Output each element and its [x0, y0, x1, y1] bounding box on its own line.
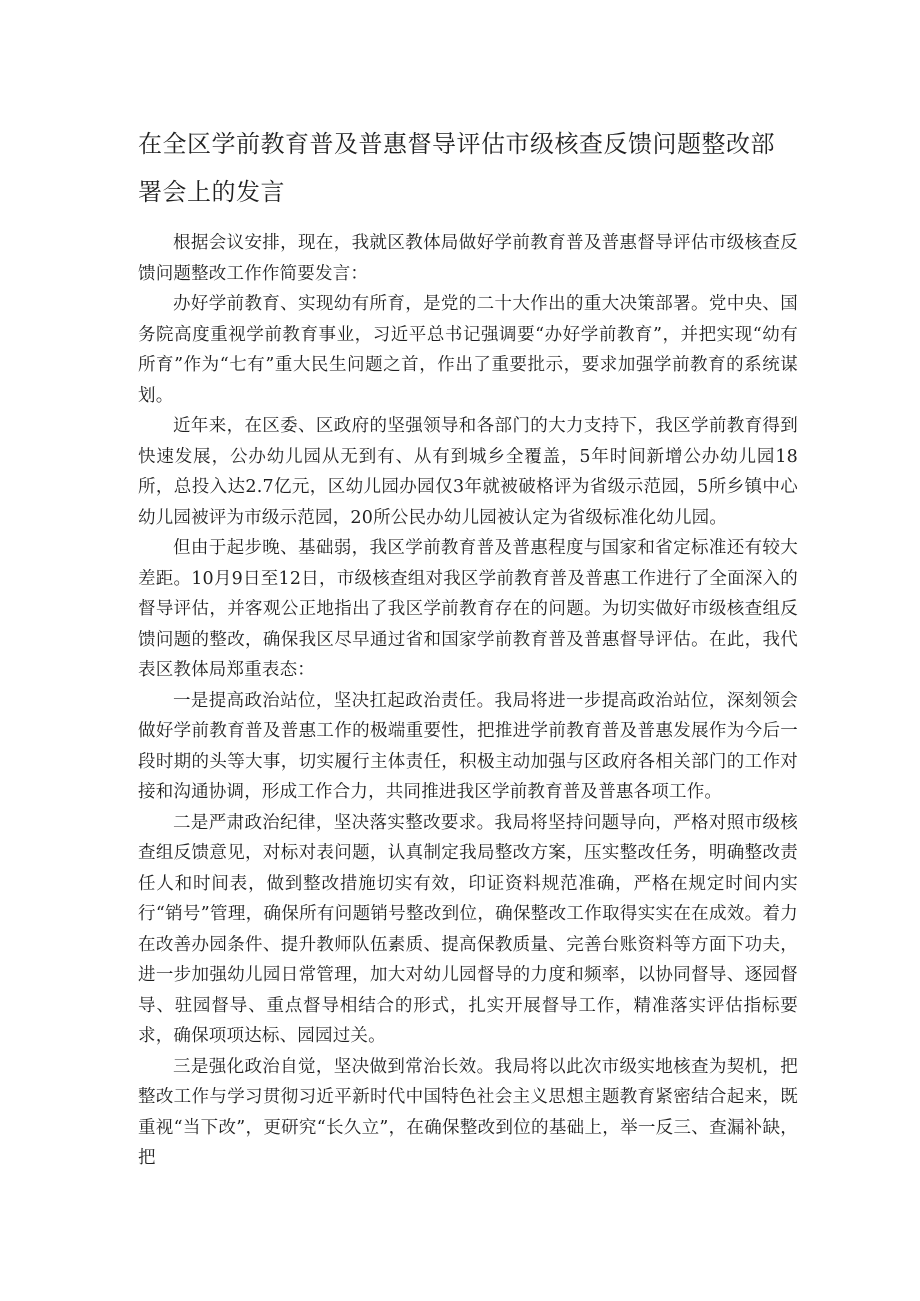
paragraph-intro: 根据会议安排，现在，我就区教体局做好学前教育普及普惠督导评估市级核查反馈问题整改工作作简要发言：: [138, 233, 798, 284]
document-body: [138, 228, 798, 1174]
paragraph-point-three: 三是强化政治自觉，坚决做到常治长效。我局将以此次市级实地核查为契机，把整改工作与学习贯彻习近平新时代中国特色社会主义思想主题教育紧密结合起来，既重视“当下改”，更研究“长久立”，在确保整改到位的基础上，举一反三、查漏补缺，把: [138, 1056, 798, 1168]
document-title: 在全区学前教育普及普惠督导评估市级核查反馈问题整改部署会上的发言: [138, 130, 775, 206]
paragraph-point-one: 一是提高政治站位，坚决扛起政治责任。我局将进一步提高政治站位，深刻领会做好学前教育普及普惠工作的极端重要性，把推进学前教育普及普惠发展作为今后一段时期的头等大事，切实履行主体责任，积极主动加强与区政府各相关部门的工作对接和沟通协调，形成工作合力，共同推进我区学前教育普及普惠各项工作。: [138, 690, 798, 802]
paragraph-gaps: 但由于起步晚、基础弱，我区学前教育普及普惠程度与国家和省定标准还有较大差距。10月9日至12日，市级核查组对我区学前教育普及普惠工作进行了全面深入的督导评估，并客观公正地指出了我区学前教育存在的问题。为切实做好市级核查组反馈问题的整改，确保我区尽早通过省和国家学前教育普及普惠督导评估。在此，我代表区教体局郑重表态：: [138, 538, 798, 680]
paragraph-achievements: 近年来，在区委、区政府的坚强领导和各部门的大力支持下，我区学前教育得到快速发展，公办幼儿园从无到有、从有到城乡全覆盖，5年时间新增公办幼儿园18所，总投入达2.7亿元，区幼儿园办园仅3年就被破格评为省级示范园，5所乡镇中心幼儿园被评为市级示范园，20所公民办幼儿园被认定为省级标准化幼儿园。: [138, 416, 798, 528]
paragraph-point-two: 二是严肃政治纪律，坚决落实整改要求。我局将坚持问题导向，严格对照市级核查组反馈意见，对标对表问题，认真制定我局整改方案，压实整改任务，明确整改责任人和时间表，做到整改措施切实有效，印证资料规范准确，严格在规定时间内实行“销号”管理，确保所有问题销号整改到位，确保整改工作取得实实在在成效。着力在改善办园条件、提升教师队伍素质、提高保教质量、完善台账资料等方面下功夫，进一步加强幼儿园日常管理，加大对幼儿园督导的力度和频率，以协同督导、逐园督导、驻园督导、重点督导相结合的形式，扎实开展督导工作，精准落实评估指标要求，确保项项达标、园园过关。: [138, 812, 798, 1046]
paragraph-background: 办好学前教育、实现幼有所育，是党的二十大作出的重大决策部署。党中央、国务院高度重视学前教育事业，习近平总书记强调要“办好学前教育”，并把实现“幼有所育”作为“七有”重大民生问题之首，作出了重要批示，要求加强学前教育的系统谋划。: [138, 294, 798, 406]
